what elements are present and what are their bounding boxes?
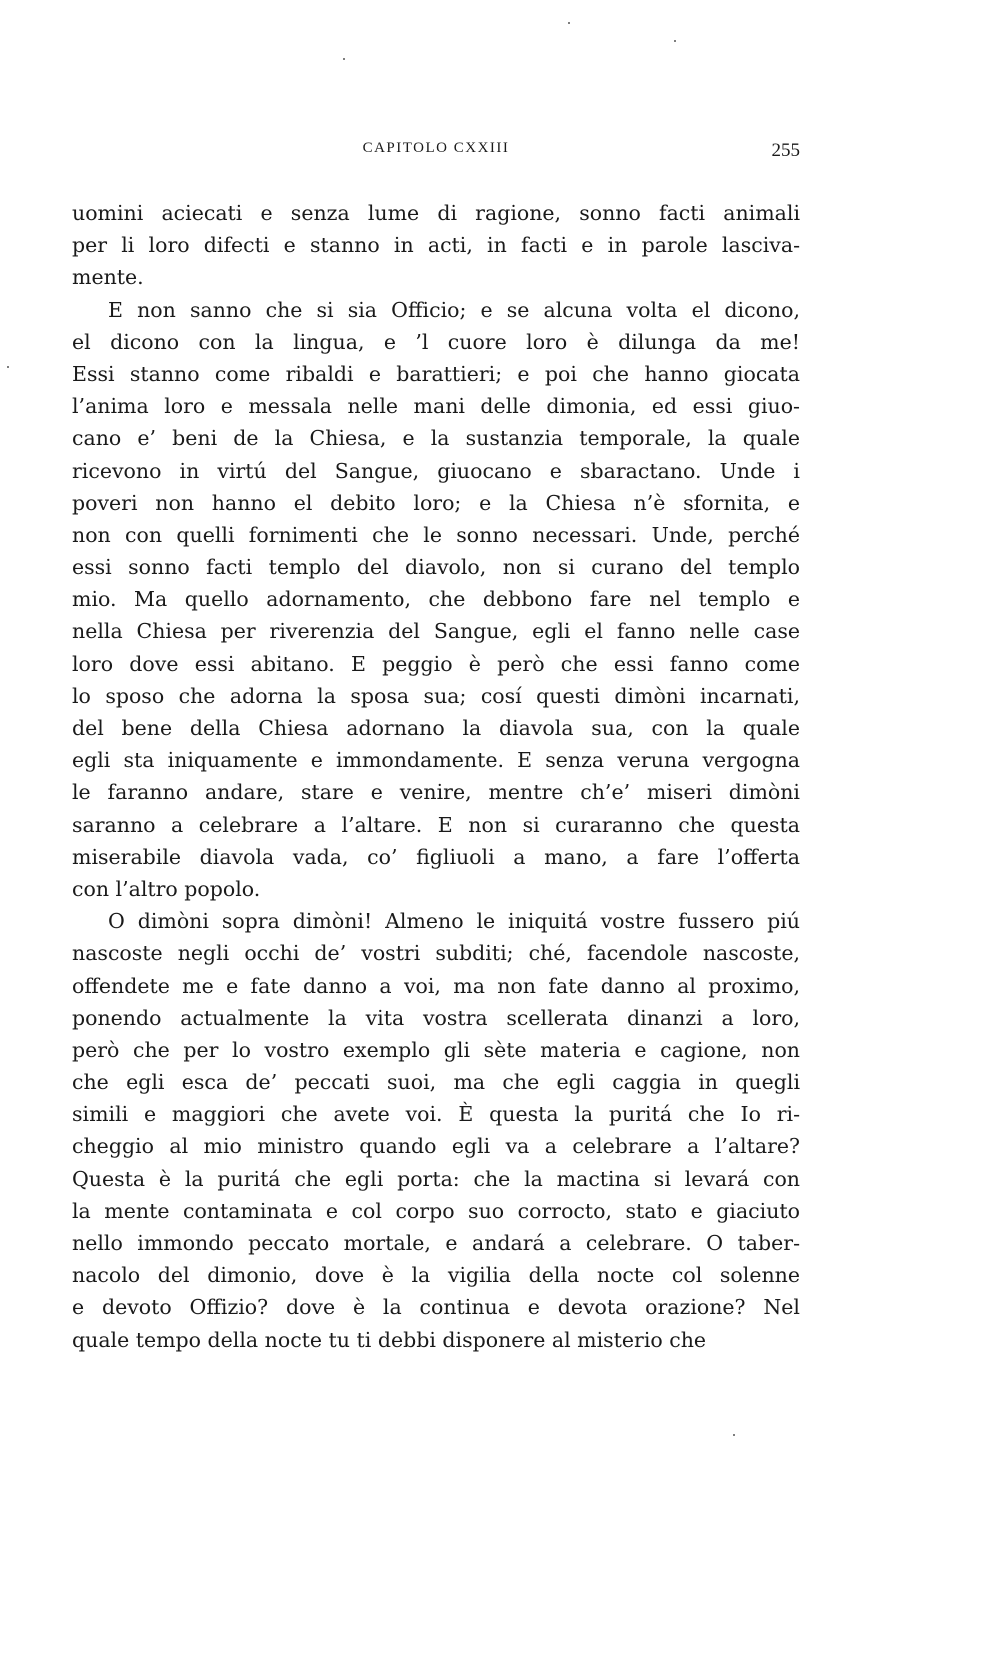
paragraph bbox=[72, 294, 800, 906]
scan-speck bbox=[733, 1434, 735, 1436]
scan-speck bbox=[343, 58, 345, 60]
text-line: l’anima loro e messala nelle mani delle dimonia, ed essi giuo- bbox=[72, 394, 800, 419]
text-line: le faranno andare, stare e venire, mentre ch’e’ miseri dimòni bbox=[72, 780, 800, 805]
text-line: e devoto Offizio? dove è la continua e devota orazione? Nel bbox=[72, 1295, 800, 1320]
text-line: offendete me e fate danno a voi, ma non fate danno al proximo, bbox=[72, 973, 800, 998]
text-line: quale tempo della nocte tu ti debbi disponere al misterio che bbox=[72, 1327, 707, 1352]
text-line: egli sta iniquamente e immondamente. E senza veruna vergogna bbox=[72, 748, 800, 773]
scan-speck bbox=[674, 40, 676, 42]
paragraph bbox=[72, 905, 800, 1356]
text-line: però che per lo vostro exemplo gli sète materia e cagione, non bbox=[72, 1037, 800, 1062]
text-line: non con quelli fornimenti che le sonno necessari. Unde, perché bbox=[72, 522, 800, 547]
text-line: essi sonno facti templo del diavolo, non si curano del templo bbox=[72, 555, 800, 580]
text-line: nascoste negli occhi de’ vostri subditi; ché, facendole nascoste, bbox=[72, 941, 800, 966]
text-line: che egli esca de’ peccati suoi, ma che egli caggia in quegli bbox=[72, 1070, 800, 1095]
text-line: del bene della Chiesa adornano la diavola sua, con la quale bbox=[72, 716, 800, 740]
text-line: con l’altro popolo. bbox=[72, 876, 261, 901]
text-line: nacolo del dimonio, dove è la vigilia della nocte col solenne bbox=[72, 1263, 800, 1288]
text-line: Essi stanno come ribaldi e barattieri; e poi che hanno giocata bbox=[72, 361, 800, 386]
text-line: cano e’ beni de la Chiesa, e la sustanzia temporale, la quale bbox=[72, 426, 800, 451]
paragraph bbox=[72, 197, 800, 294]
scan-speck bbox=[7, 366, 9, 368]
text-line: la mente contaminata e col corpo suo corrocto, stato e giaciuto bbox=[72, 1198, 800, 1223]
text-line: ponendo actualmente la vita vostra scellerata dinanzi a loro, bbox=[72, 1005, 800, 1030]
body-text bbox=[72, 197, 800, 1356]
text-line: uomini aciecati e senza lume di ragione, sonno facti animali bbox=[72, 201, 800, 225]
text-line: ricevono in virtú del Sangue, giuocano e sbaractano. Unde i bbox=[72, 458, 800, 483]
chapter-title: CAPITOLO CXXIII bbox=[362, 140, 510, 156]
text-line: E non sanno che si sia Officio; e se alcuna volta el dicono, bbox=[108, 297, 800, 322]
running-head bbox=[72, 140, 800, 164]
page-number: 255 bbox=[771, 140, 800, 161]
text-line: nella Chiesa per riverenzia del Sangue, egli el fanno nelle case bbox=[72, 619, 800, 644]
text-line: Questa è la puritá che egli porta: che la mactina si levará con bbox=[72, 1166, 800, 1191]
text-line: saranno a celebrare a l’altare. E non si curaranno che questa bbox=[72, 812, 800, 837]
text-line: mio. Ma quello adornamento, che debbono fare nel templo e bbox=[72, 587, 800, 612]
text-line: simili e maggiori che avete voi. È questa la puritá che Io ri- bbox=[72, 1102, 800, 1127]
text-line: cheggio al mio ministro quando egli va a celebrare a l’altare? bbox=[72, 1134, 800, 1159]
text-line: loro dove essi abitano. E peggio è però che essi fanno come bbox=[72, 651, 800, 676]
text-line: miserabile diavola vada, co’ figliuoli a mano, a fare l’offerta bbox=[72, 844, 800, 869]
text-line: O dimòni sopra dimòni! Almeno le iniquitá vostre fussero piú bbox=[108, 909, 800, 934]
text-line: mente. bbox=[72, 265, 144, 290]
text-line: per li loro difecti e stanno in acti, in facti e in parole lasciva- bbox=[72, 233, 800, 258]
text-line: el dicono con la lingua, e ’l cuore loro è dilunga da me! bbox=[72, 329, 800, 354]
text-line: lo sposo che adorna la sposa sua; cosí questi dimòni incarnati, bbox=[72, 683, 800, 708]
text-line: poveri non hanno el debito loro; e la Chiesa n’è sfornita, e bbox=[72, 490, 800, 515]
scan-speck bbox=[568, 22, 570, 24]
text-line: nello immondo peccato mortale, e andará a celebrare. O taber- bbox=[72, 1231, 800, 1255]
